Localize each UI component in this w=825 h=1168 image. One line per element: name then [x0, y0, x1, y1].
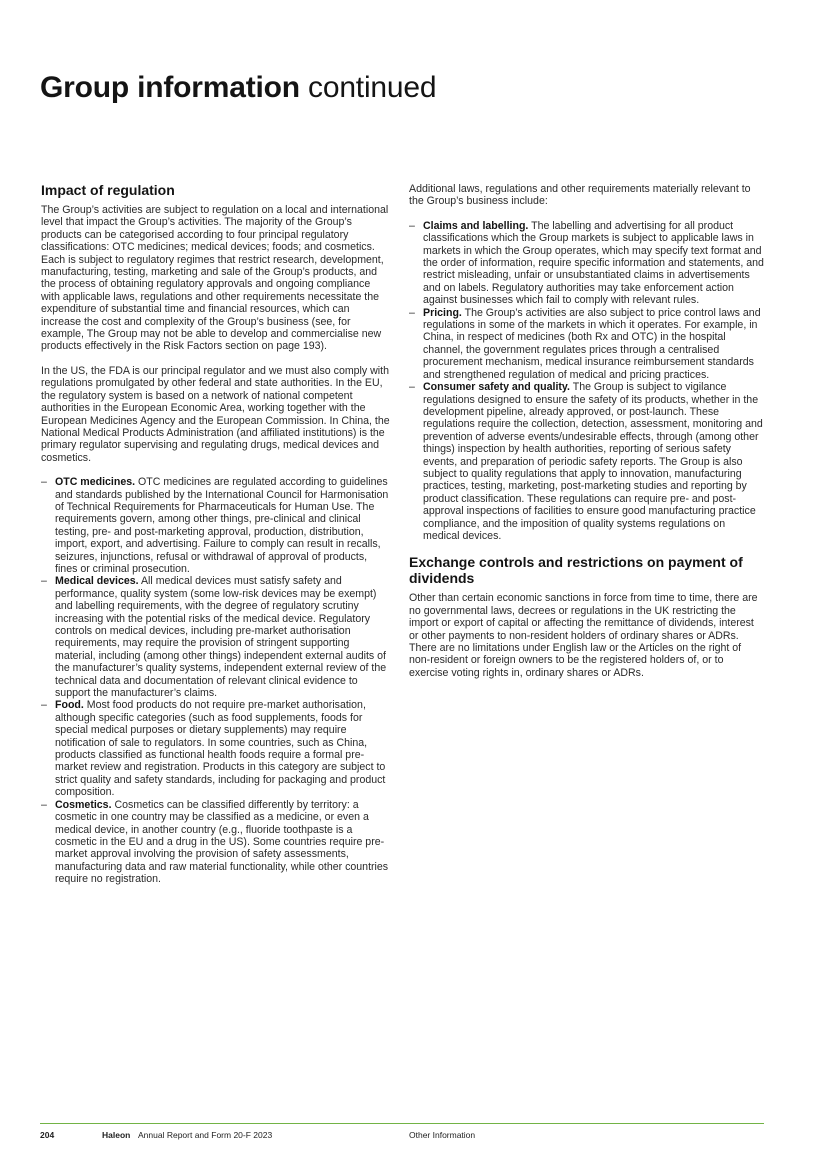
footer-report-title: Annual Report and Form 20-F 2023	[138, 1130, 273, 1140]
list-item-term: OTC medicines.	[55, 476, 136, 489]
list-item-text: The labelling and advertising for all product classifications which the Group markets is subject to applicable laws in markets in which the Group operates, which may specify text format and the order of information, require specific information and statements, and restrict misleading, unfair or unsubstantiated claims in advertisements and on labels. Regulatory authorities may take enforcement action against businesses which fail to comply with relevant rules.	[423, 219, 764, 307]
list-item-pricing	[409, 307, 764, 381]
page-number: 204	[40, 1130, 55, 1140]
impact-of-regulation-heading: Impact of regulation	[41, 182, 175, 198]
list-item-consumer-safety	[409, 381, 764, 542]
list-item-claims-and-labelling	[409, 220, 764, 307]
list-item-text: Most food products do not require pre-market authorisation, although specific categories (such as food supplements, foods for special medical purposes or dietary supplements) may require notification of sale to regulators. In some countries, such as China, products classified as functional health foods require a formal pre-market review and registration. Products in this category are subject to strict quality and safety standards, including for packaging and product composition.	[55, 699, 386, 799]
list-item-text: OTC medicines are regulated according to guidelines and standards published by the International Council for Harmonisation of Technical Requirements for Pharmaceuticals for Human Use. The requirements govern, among other things, pre-clinical and clinical testing, pre- and post-marketing approval, production, distribution, import, export, and advertising. Failure to comply can result in recalls, seizures, injunctions, refusal or withdrawal of approval of products, fines or criminal prosecution.	[55, 476, 389, 575]
right-column	[409, 183, 764, 691]
list-item-text: The Group’s activities are also subject to price control laws and regulations in some of the markets in which it operates. For example, in China, in respect of medicines (both Rx and OTC) in the hospital channel, the government regulates prices through a centralised procurement mechanism, medical insurance reimbursement standards and strengthened regulation of medical and pricing practices.	[423, 306, 761, 381]
additional-requirements-list	[409, 220, 764, 543]
page-title-bold: Group information	[40, 71, 300, 104]
page-title-continued: continued	[299, 71, 437, 104]
list-item-text: Cosmetics can be classified differently by territory: a cosmetic in one country may be classified as a medicine, or even a medical device, in another country (e.g., fluoride toothpaste is a cosmetic in the EU and a drug in the US). Some countries require pre-market approval involving the provision of safety assessments, manufacturing data and raw material functionality, while other countries require no registration.	[55, 798, 389, 886]
list-item-term: Medical devices.	[55, 575, 139, 588]
footer-section-name: Other Information	[409, 1130, 476, 1140]
list-item-cosmetics	[41, 799, 391, 886]
left-column	[41, 178, 391, 898]
exchange-controls-heading: Exchange controls and restrictions on payment of dividends	[409, 554, 743, 587]
regulation-paragraph-2: In the US, the FDA is our principal regulator and we must also comply with regulations promulgated by other federal and state authorities. In the EU, the regulatory system is based on a network of national competent authorities in the European Economic Area, working together with the European Medicines Agency and the European Commission. In China, the National Medical Products Administration (and affiliated institutions) is the primary regulator supervising and regulating drugs, medical devices and cosmetics.	[41, 364, 390, 464]
list-item-term: Consumer safety and quality.	[423, 381, 570, 394]
list-item-text: All medical devices must satisfy safety and performance, quality system (some low-risk devices may be exempt) and labelling requirements, with the degree of regulatory scrutiny increasing with the potential risks of the medical device. Regulatory controls on medical devices, including pre-market authorisation requirements, may require the provision of stringent supporting material, including (among other things) independent external audits of the manufacturer’s quality systems, independent external review of the technical data and documentation of relevant clinical evidence to support the manufacturer’s claims.	[55, 575, 387, 700]
list-item-food	[41, 699, 391, 798]
list-item-text: The Group is subject to vigilance regulations designed to ensure the safety of its products, whether in the development pipeline, already approved, or post-launch. These regulations require the collection, detection, assessment, monitoring and prevention of adverse events/undesirable effects, through (among other things) inspection by health authorities, reporting of serious safety events, and preparation of periodic safety reports. The Group is also subject to quality regulations that apply to innovation, manufacturing practices, testing, marketing, post-marketing studies and reporting by product classification. These regulations can require pre- and post-approval inspections of facilities to ensure good manufacturing practice compliance, and the imposition of quality systems regulations on medical devices.	[423, 381, 763, 542]
regulation-paragraph-1: The Group’s activities are subject to regulation on a local and international level that impact the Group’s activities. The majority of the Group’s products can be categorised according to four principal regulatory classifications: OTC medicines; medical devices; foods; and cosmetics. Each is subject to regulatory regimes that restrict research, development, manufacturing, testing, marketing and sale of the Group’s products, and the process of obtaining regulatory approvals and ongoing compliance with applicable laws, regulations and other requirements necessitate the expenditure of substantial time and financial resources, which can increase the cost and complexity of the Group’s business (see, for example, The Group may not be able to develop and commercialise new products effectively in the Risk Factors section on page 193).	[41, 204, 389, 353]
list-item-medical-devices	[41, 575, 391, 699]
additional-requirements-intro: Additional laws, regulations and other requirements materially relevant to the Group’s business include:	[409, 183, 751, 208]
list-item-term: Pricing.	[423, 306, 462, 319]
footer-divider	[40, 1123, 764, 1124]
exchange-controls-paragraph: Other than certain economic sanctions in force from time to time, there are no governmental laws, decrees or regulations in the UK restricting the import or export of capital or affecting the remittance of dividends, interest or other payments to non-resident holders of ordinary shares or ADRs. There are no limitations under English law or the Articles on the right of non-resident or foreign owners to be the registered holders of, or to exercise voting rights in, ordinary shares or ADRs.	[409, 592, 758, 679]
list-item-term: Cosmetics.	[55, 798, 112, 811]
footer-brand: Haleon	[102, 1130, 131, 1140]
list-item-term: Food.	[55, 699, 84, 712]
list-item-otc-medicines	[41, 476, 391, 575]
product-classification-list	[41, 476, 391, 885]
page-footer	[40, 1129, 764, 1143]
list-item-term: Claims and labelling.	[423, 219, 529, 232]
page-title	[40, 70, 436, 106]
